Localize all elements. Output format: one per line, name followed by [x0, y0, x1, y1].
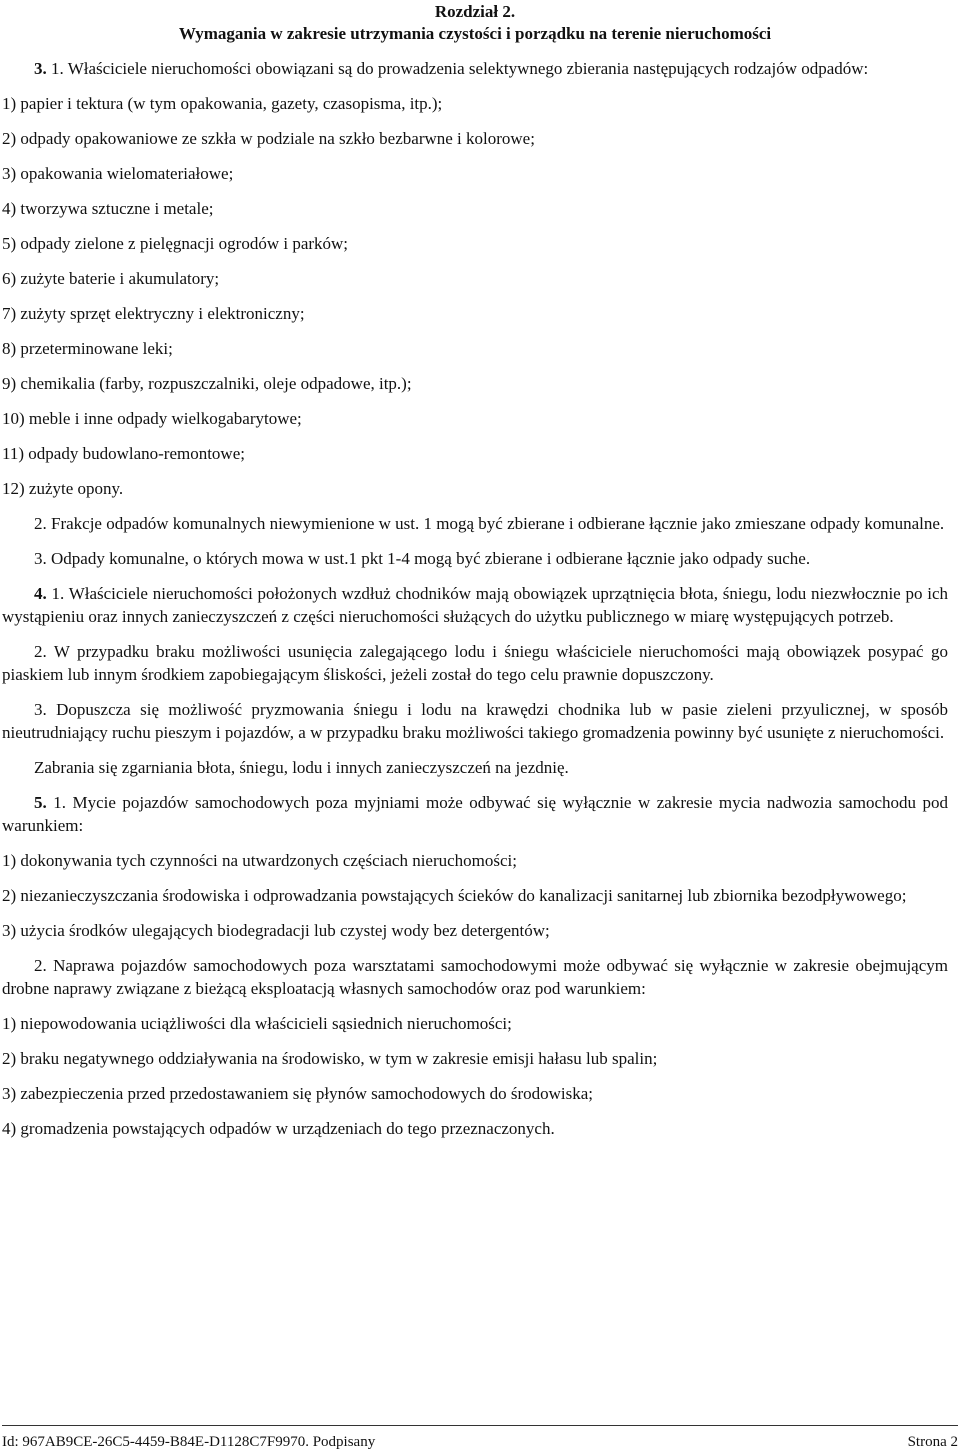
list-item: 12) zużyte opony.: [2, 479, 124, 498]
list-item: 7) zużyty sprzęt elektryczny i elektroniczny;: [2, 304, 305, 323]
list-item: 11) odpady budowlano-remontowe;: [2, 444, 245, 463]
list-item: 4) tworzywa sztuczne i metale;: [2, 199, 214, 218]
sec4-paragraph-4: Zabrania się zgarniania błota, śniegu, lodu i innych zanieczyszczeń na jezdnię.: [34, 758, 569, 777]
list-item: 4) gromadzenia powstających odpadów w urządzeniach do tego przeznaczonych.: [2, 1119, 555, 1138]
sec3-p1-lead: 1.: [51, 59, 64, 78]
sec5-p1-text: 1. Mycie pojazdów samochodowych poza myjniami może odbywać się wyłącznie w zakresie mycia nadwozia samochodu pod warunkiem:: [2, 793, 948, 835]
list-item: 3) opakowania wielomateriałowe;: [2, 164, 234, 183]
list-item: 9) chemikalia (farby, rozpuszczalniki, oleje odpadowe, itp.);: [2, 374, 412, 393]
list-item: 2) odpady opakowaniowe ze szkła w podziale na szkło bezbarwne i kolorowe;: [2, 129, 535, 148]
list-item: 3) użycia środków ulegających biodegradacji lub czystej wody bez detergentów;: [2, 921, 550, 940]
page-number: Strona 2: [907, 1434, 958, 1450]
list-item: 10) meble i inne odpady wielkogabarytowe;: [2, 409, 302, 428]
sec5-paragraph-2: 2. Naprawa pojazdów samochodowych poza warsztatami samochodowymi może odbywać się wyłącznie w zakresie obejmującym drobne naprawy związane z bieżącą eksploatacją własnych samochodów oraz pod warunkiem:: [2, 956, 948, 998]
sec4-paragraph-1: [2, 582, 948, 628]
page-footer: [2, 1425, 958, 1451]
sec5-paragraph-1: [2, 791, 948, 837]
sec4-p1-text: 1. Właściciele nieruchomości położonych wzdłuż chodników mają obowiązek uprzątnięcia błota, śniegu, lodu niezwłocznie po ich wystąpieniu oraz innych zanieczyszczeń z części nieruchomości służących do użytku publicznego w miarę występujących potrzeb.: [2, 584, 948, 626]
sec4-label: 4.: [34, 584, 47, 603]
sec5-label: 5.: [34, 793, 47, 812]
list-item: 2) niezanieczyszczania środowiska i odprowadzania powstających ścieków do kanalizacji sanitarnej lub zbiornika bezodpływowego;: [2, 886, 907, 905]
chapter-heading: [2, 1, 948, 45]
sec3-label: 3.: [34, 59, 47, 78]
list-item: 1) niepowodowania uciążliwości dla właścicieli sąsiednich nieruchomości;: [2, 1014, 512, 1033]
document-id: Id: 967AB9CE-26C5-4459-B84E-D1128C7F9970. Podpisany: [2, 1434, 376, 1450]
list-item: 8) przeterminowane leki;: [2, 339, 173, 358]
sec3-paragraph-2: 2. Frakcje odpadów komunalnych niewymienione w ust. 1 mogą być zbierane i odbierane łącznie jako zmieszane odpady komunalne.: [34, 514, 945, 533]
list-item: 6) zużyte baterie i akumulatory;: [2, 269, 220, 288]
document-page: [2, 0, 948, 1140]
sec3-paragraph-3: 3. Odpady komunalne, o których mowa w ust.1 pkt 1-4 mogą być zbierane i odbierane łącznie jako odpady suche.: [34, 549, 811, 568]
list-item: 2) braku negatywnego oddziaływania na środowisko, w tym w zakresie emisji hałasu lub spalin;: [2, 1049, 658, 1068]
list-item: 1) dokonywania tych czynności na utwardzonych częściach nieruchomości;: [2, 851, 518, 870]
sec4-paragraph-2: 2. W przypadku braku możliwości usunięcia zalegającego lodu i śniegu właściciele nieruchomości mają obowiązek posypać go piaskiem lub innym środkiem zapobiegającym śliskości, jeżeli został do tego celu prawnie dopuszczony.: [2, 642, 948, 684]
sec3-p1-text: Właściciele nieruchomości obowiązani są do prowadzenia selektywnego zbierania następujących rodzajów odpadów:: [63, 59, 869, 78]
sec4-paragraph-3: 3. Dopuszcza się możliwość pryzmowania śniegu i lodu na krawędzi chodnika lub w pasie zieleni przyulicznej, w sposób nieutrudniający ruchu pieszym i pojazdów, a w przypadku braku możliwości takiego gromadzenia powinny być usunięte z nieruchomości.: [2, 700, 948, 742]
list-item: 1) papier i tektura (w tym opakowania, gazety, czasopisma, itp.);: [2, 94, 443, 113]
chapter-number: Rozdział 2.: [434, 2, 516, 21]
sec3-paragraph-1: [2, 57, 948, 80]
list-item: 5) odpady zielone z pielęgnacji ogrodów i parków;: [2, 234, 349, 253]
list-item: 3) zabezpieczenia przed przedostawaniem się płynów samochodowych do środowiska;: [2, 1084, 594, 1103]
chapter-title: Wymagania w zakresie utrzymania czystości i porządku na terenie nieruchomości: [178, 24, 772, 43]
